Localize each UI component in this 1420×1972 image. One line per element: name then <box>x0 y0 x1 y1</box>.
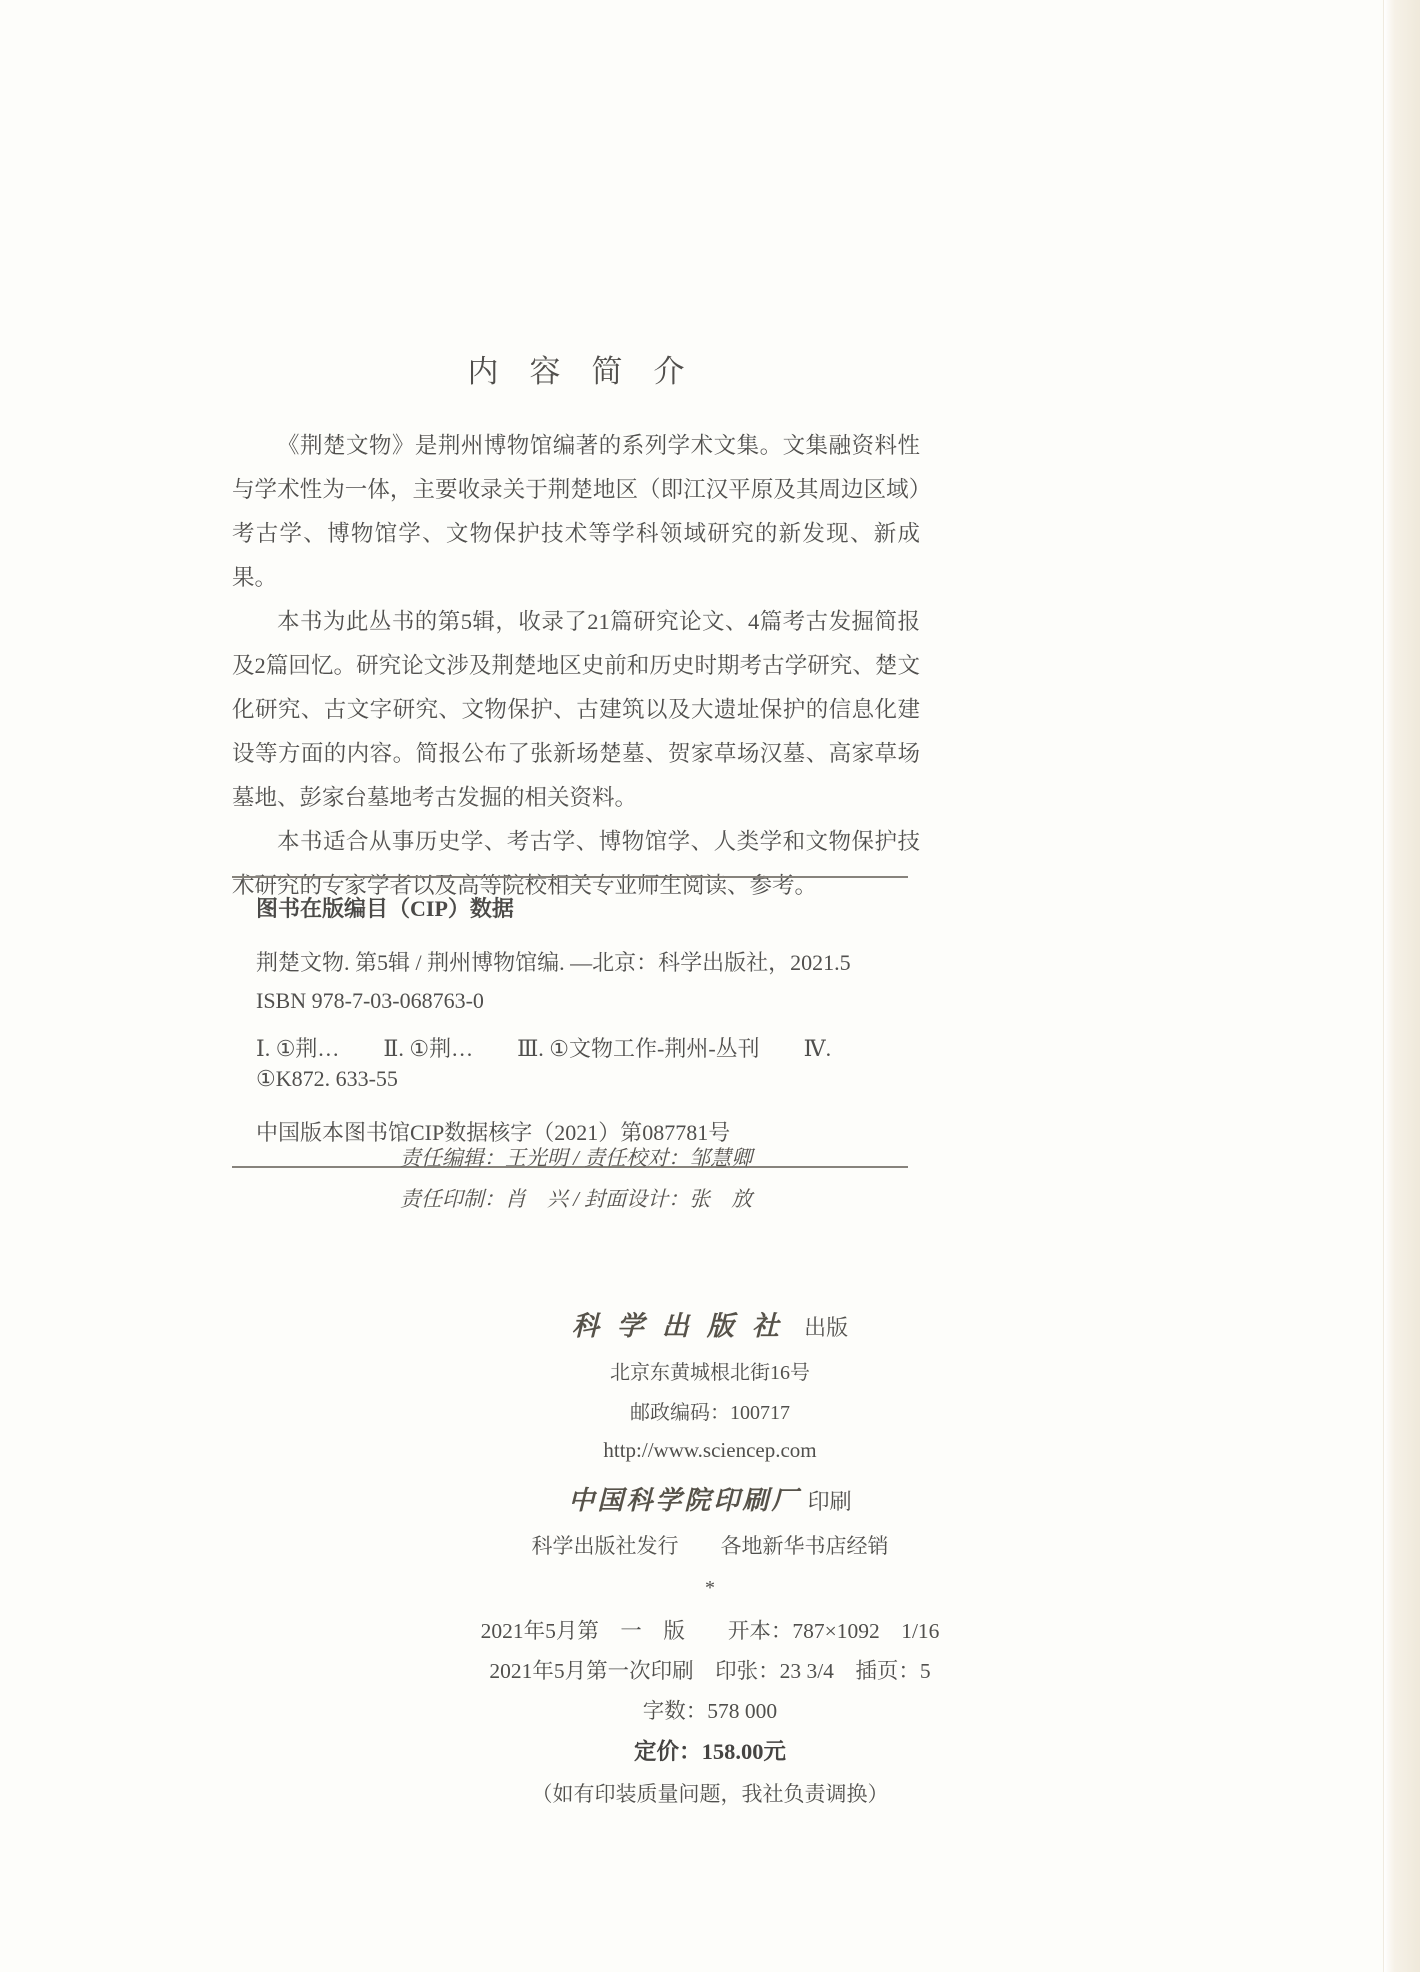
colophon <box>0 1304 1420 1815</box>
intro-paragraph: 本书为此丛书的第5辑，收录了21篇研究论文、4篇考古发掘简报及2篇回忆。研究论文涉及荆楚地区史前和历史时期考古学研究、楚文化研究、古文字研究、文物保护、古建筑以及大遗址保护的信息化建设等方面的内容。简报公布了张新场楚墓、贺家草场汉墓、高家草场墓地、彭家台墓地考古发掘的相关资料。 <box>232 609 920 810</box>
isbn: ISBN 978-7-03-068763-0 <box>256 988 484 1013</box>
cip-title-line: 荆楚文物. 第5辑 / 荆州博物馆编. —北京：科学出版社，2021.5 <box>256 950 851 975</box>
printer-logotype: 中国科学院印刷厂 <box>568 1486 801 1515</box>
intro-paragraph: 本书适合从事历史学、考古学、博物馆学、人类学和文物保护技术研究的专家学者以及高等院校相关专业师生阅读、参考。 <box>232 829 920 898</box>
printing-line: 2021年5月第一次印刷 印张：23 3/4 插页：5 <box>489 1659 931 1683</box>
publisher-website: http://www.sciencep.com <box>603 1438 817 1462</box>
price-value: 158.00元 <box>701 1739 786 1764</box>
edition-line: 2021年5月第 一 版 开本：787×1092 1/16 <box>480 1619 940 1643</box>
publisher-line <box>0 1304 1420 1343</box>
intro-paragraph: 《荆楚文物》是荆州博物馆编著的系列学术文集。文集融资料性与学术性为一体，主要收录关于荆楚地区（即江汉平原及其周边区域）考古学、博物馆学、文物保护技术等学科领域研究的新发现、新成果。 <box>232 433 920 590</box>
cip-classification: Ⅰ. ①荆… Ⅱ. ①荆… Ⅲ. ①文物工作-荆州-丛刊 Ⅳ. ①K872. 633-55 <box>256 1036 832 1091</box>
cip-record-number: 中国版本图书馆CIP数据核字（2021）第087781号 <box>256 1120 731 1145</box>
section-title: 内 容 简 介 <box>467 354 685 389</box>
quality-note: （如有印装质量问题，我社负责调换） <box>531 1782 889 1806</box>
cip-header: 图书在版编目（CIP）数据 <box>256 896 514 921</box>
price-line <box>0 1731 1420 1773</box>
credit-editors: 责任编辑：王光明 / 责任校对：邹慧卿 <box>399 1146 753 1170</box>
publisher-logotype: 科学出版社 <box>571 1311 797 1341</box>
printer-line <box>0 1480 1420 1517</box>
credit-print-design: 责任印制：肖 兴 / 封面设计：张 放 <box>399 1187 753 1211</box>
price-label: 定价： <box>634 1739 702 1764</box>
word-count: 字数：578 000 <box>642 1699 778 1723</box>
separator-asterisk: * <box>705 1577 715 1599</box>
cip-data-block <box>232 876 908 1168</box>
print-label: 印刷 <box>807 1489 852 1514</box>
editorial-credits <box>232 1138 920 1220</box>
publish-label: 出版 <box>804 1315 849 1340</box>
content-introduction <box>232 424 920 908</box>
distribution-line: 科学出版社发行 各地新华书店经销 <box>531 1534 889 1558</box>
postal-code: 邮政编码：100717 <box>630 1402 790 1424</box>
publisher-address: 北京东黄城根北街16号 <box>610 1362 810 1384</box>
